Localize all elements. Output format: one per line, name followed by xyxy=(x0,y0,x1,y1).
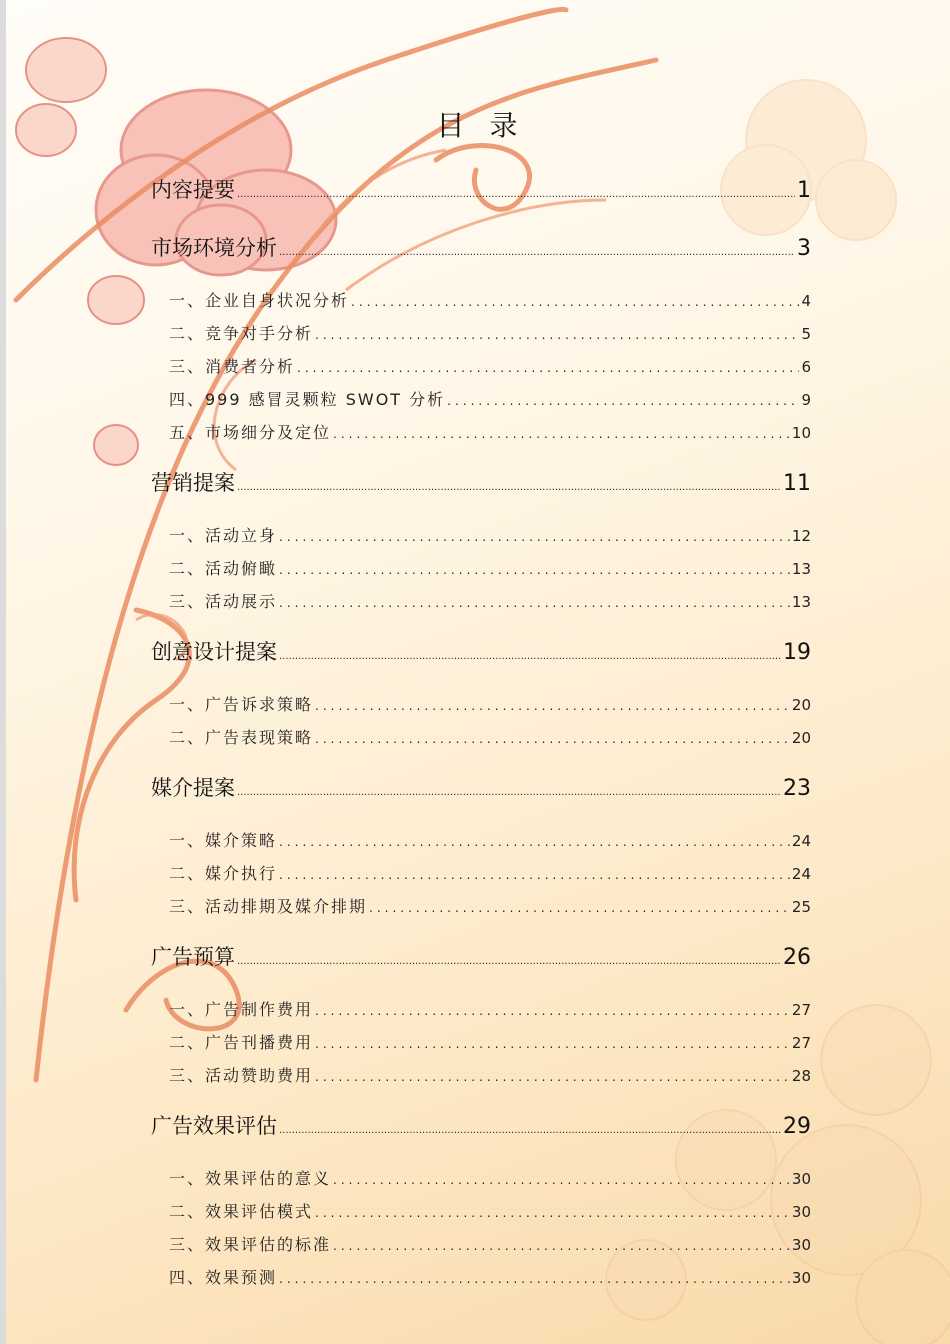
toc-section[interactable] xyxy=(151,232,811,276)
dot-leader xyxy=(369,901,790,915)
toc-item-page-number: 25 xyxy=(791,898,811,916)
toc-item[interactable] xyxy=(151,387,811,420)
toc-item-label: 五、市场细分及定位 xyxy=(169,423,332,442)
toc-section-page-number: 29 xyxy=(783,1114,811,1139)
toc-item-label: 一、效果评估的意义 xyxy=(169,1169,332,1188)
toc-item-page-number: 12 xyxy=(791,527,811,545)
toc-item-page-number: 20 xyxy=(791,696,811,714)
table-of-contents xyxy=(151,160,811,1298)
toc-item-page-number: 9 xyxy=(801,391,811,409)
dot-leader xyxy=(279,530,790,544)
toc-item-page-number: 28 xyxy=(791,1067,811,1085)
dot-leader xyxy=(279,1272,790,1286)
toc-item-label: 二、广告表现策略 xyxy=(169,728,314,747)
toc-section-label: 市场环境分析 xyxy=(151,236,277,260)
spacer xyxy=(151,276,811,288)
toc-item-label: 一、广告制作费用 xyxy=(169,1000,314,1019)
dot-leader xyxy=(333,1239,790,1253)
dot-leader xyxy=(279,596,790,610)
toc-section[interactable] xyxy=(151,1110,811,1154)
dot-leader xyxy=(279,1125,781,1136)
dot-leader xyxy=(333,427,790,441)
dot-leader xyxy=(333,1173,790,1187)
toc-item[interactable] xyxy=(151,692,811,725)
toc-item-label: 四、效果预测 xyxy=(169,1268,278,1287)
dot-leader xyxy=(315,1070,790,1084)
toc-item[interactable] xyxy=(151,1166,811,1199)
toc-item-label: 三、活动展示 xyxy=(169,592,278,611)
toc-item-page-number: 13 xyxy=(791,593,811,611)
toc-section-label: 创意设计提案 xyxy=(151,640,277,664)
toc-section[interactable] xyxy=(151,467,811,511)
dot-leader xyxy=(279,247,795,258)
dot-leader xyxy=(297,361,799,375)
toc-section[interactable] xyxy=(151,941,811,985)
dot-leader xyxy=(315,1004,790,1018)
toc-item-label: 三、活动排期及媒介排期 xyxy=(169,897,368,916)
toc-item-page-number: 4 xyxy=(801,292,811,310)
toc-item[interactable] xyxy=(151,828,811,861)
toc-item-page-number: 30 xyxy=(791,1203,811,1221)
toc-section-label: 广告效果评估 xyxy=(151,1114,277,1138)
toc-item-page-number: 27 xyxy=(791,1034,811,1052)
toc-item-label: 一、广告诉求策略 xyxy=(169,695,314,714)
toc-item-label: 一、企业自身状况分析 xyxy=(169,291,350,310)
spacer xyxy=(151,985,811,997)
toc-item[interactable] xyxy=(151,1265,811,1298)
toc-item-label: 三、活动赞助费用 xyxy=(169,1066,314,1085)
dot-leader xyxy=(315,699,790,713)
toc-item[interactable] xyxy=(151,894,811,927)
toc-item[interactable] xyxy=(151,420,811,453)
toc-title: 目 录 xyxy=(436,109,526,142)
toc-section-page-number: 19 xyxy=(783,640,811,665)
toc-item-page-number: 20 xyxy=(791,729,811,747)
spacer xyxy=(151,816,811,828)
dot-leader xyxy=(315,1206,790,1220)
toc-item-label: 一、活动立身 xyxy=(169,526,278,545)
toc-item[interactable] xyxy=(151,288,811,321)
toc-item-label: 四、999 感冒灵颗粒 SWOT 分析 xyxy=(169,390,446,409)
toc-section-page-number: 11 xyxy=(783,471,811,496)
toc-item[interactable] xyxy=(151,589,811,622)
toc-section-page-number: 26 xyxy=(783,945,811,970)
toc-item-label: 二、效果评估模式 xyxy=(169,1202,314,1221)
toc-section-label: 媒介提案 xyxy=(151,776,235,800)
dot-leader xyxy=(279,651,781,662)
toc-section-page-number: 1 xyxy=(797,178,811,203)
toc-section-page-number: 23 xyxy=(783,776,811,801)
dot-leader xyxy=(351,295,799,309)
toc-section[interactable] xyxy=(151,772,811,816)
toc-item[interactable] xyxy=(151,1232,811,1265)
toc-item[interactable] xyxy=(151,1199,811,1232)
toc-item-page-number: 5 xyxy=(801,325,811,343)
dot-leader xyxy=(237,482,781,493)
toc-section[interactable] xyxy=(151,636,811,680)
dot-leader xyxy=(447,394,799,408)
dot-leader xyxy=(279,563,790,577)
spacer xyxy=(151,1154,811,1166)
spacer xyxy=(151,511,811,523)
dot-leader xyxy=(237,787,781,798)
toc-item-label: 三、消费者分析 xyxy=(169,357,296,376)
toc-item-label: 二、广告刊播费用 xyxy=(169,1033,314,1052)
dot-leader xyxy=(315,732,790,746)
toc-item[interactable] xyxy=(151,1030,811,1063)
toc-item-label: 二、活动俯瞰 xyxy=(169,559,278,578)
toc-section-page-number: 3 xyxy=(797,236,811,261)
toc-item[interactable] xyxy=(151,556,811,589)
toc-item-page-number: 30 xyxy=(791,1269,811,1287)
toc-section-label: 营销提案 xyxy=(151,471,235,495)
toc-item-page-number: 27 xyxy=(791,1001,811,1019)
dot-leader xyxy=(237,189,795,200)
toc-item[interactable] xyxy=(151,861,811,894)
toc-item[interactable] xyxy=(151,1063,811,1096)
toc-item[interactable] xyxy=(151,321,811,354)
toc-section-label: 内容提要 xyxy=(151,178,235,202)
toc-item-label: 二、竞争对手分析 xyxy=(169,324,314,343)
toc-item-page-number: 13 xyxy=(791,560,811,578)
toc-item[interactable] xyxy=(151,725,811,758)
toc-item-page-number: 24 xyxy=(791,865,811,883)
dot-leader xyxy=(315,1037,790,1051)
dot-leader xyxy=(279,868,790,882)
toc-section[interactable] xyxy=(151,174,811,218)
toc-item-page-number: 30 xyxy=(791,1170,811,1188)
spacer xyxy=(151,680,811,692)
toc-section-label: 广告预算 xyxy=(151,945,235,969)
toc-item-page-number: 6 xyxy=(801,358,811,376)
dot-leader xyxy=(237,956,781,967)
toc-item[interactable] xyxy=(151,354,811,387)
toc-item-label: 三、效果评估的标准 xyxy=(169,1235,332,1254)
dot-leader xyxy=(279,835,790,849)
toc-item-page-number: 10 xyxy=(791,424,811,442)
toc-item[interactable] xyxy=(151,997,811,1030)
toc-item[interactable] xyxy=(151,523,811,556)
dot-leader xyxy=(315,328,799,342)
toc-item-label: 一、媒介策略 xyxy=(169,831,278,850)
toc-item-page-number: 30 xyxy=(791,1236,811,1254)
toc-item-label: 二、媒介执行 xyxy=(169,864,278,883)
toc-item-page-number: 24 xyxy=(791,832,811,850)
